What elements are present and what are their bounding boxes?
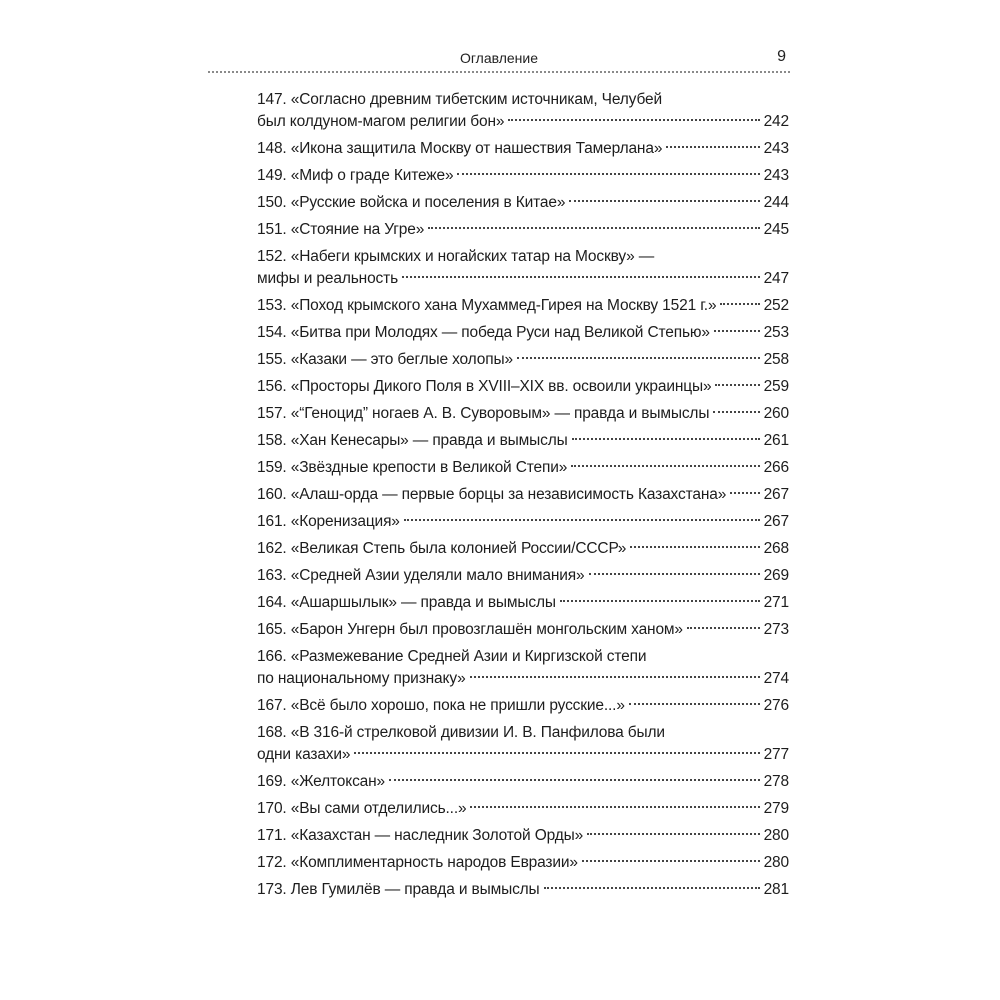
dot-leader [470, 676, 760, 678]
toc-entry [257, 565, 789, 587]
toc-entry-last-line [257, 349, 789, 371]
toc-entry-page: 242 [763, 113, 789, 130]
dot-leader [582, 860, 760, 862]
dot-leader [517, 357, 760, 359]
toc-entry-title-line: 157. «“Геноцид” ногаев А. В. Суворовым» — правда и вымыслы [257, 405, 710, 422]
toc-entry-last-line [257, 192, 789, 214]
toc-entry-title-line: 155. «Казаки — это беглые холопы» [257, 351, 513, 368]
dot-leader [457, 173, 759, 175]
toc-entry-last-line [257, 138, 789, 160]
toc-entry-page: 281 [763, 881, 789, 898]
toc-entry-page: 276 [763, 697, 789, 714]
toc-entry-title-line: 168. «В 316-й стрелковой дивизии И. В. Панфилова были [257, 724, 665, 741]
toc-entry-last-line [257, 771, 789, 793]
toc-entry-title-line: 149. «Миф о граде Китеже» [257, 167, 454, 184]
dot-leader [389, 779, 760, 781]
toc-entry [257, 592, 789, 614]
toc-entry-last-line [257, 825, 789, 847]
toc-entry-page: 266 [763, 459, 789, 476]
toc-entry-last-line [257, 165, 789, 187]
toc-entry-last-line [257, 538, 789, 560]
toc-entry [257, 879, 789, 901]
toc-entry-page: 261 [763, 432, 789, 449]
toc-entry-page: 243 [763, 167, 789, 184]
toc-entry-title-line: 167. «Всё было хорошо, пока не пришли русские...» [257, 697, 625, 714]
toc-entry [257, 219, 789, 241]
toc-entry-title-line: одни казахи» [257, 746, 351, 763]
dot-leader [569, 200, 759, 202]
toc-entry-page: 253 [763, 324, 789, 341]
toc-entry-last-line [257, 484, 789, 506]
dot-leader [630, 546, 759, 548]
toc-entry-title-line: 172. «Комплиментарность народов Евразии» [257, 854, 578, 871]
toc-entry-page: 277 [763, 746, 789, 763]
toc-entry-last-line [257, 403, 789, 425]
toc-entry [257, 322, 789, 344]
toc-entry [257, 295, 789, 317]
toc-entry-title-line: 150. «Русские войска и поселения в Китае» [257, 194, 566, 211]
toc-entry [257, 538, 789, 560]
dot-leader [713, 411, 759, 413]
toc-entry-last-line [257, 322, 789, 344]
toc-entry [257, 798, 789, 820]
header-dotted-rule [208, 71, 790, 73]
toc-entry-title-line: 170. «Вы сами отделились...» [257, 800, 467, 817]
toc-entry [257, 619, 789, 641]
toc-entry-title-line: 151. «Стояние на Угре» [257, 221, 425, 238]
toc-entry-last-line [257, 668, 789, 690]
toc-entry [257, 349, 789, 371]
toc-entry-title-line: 173. Лев Гумилёв — правда и вымыслы [257, 881, 540, 898]
toc-entry-last-line [257, 592, 789, 614]
toc-entry-page: 271 [763, 594, 789, 611]
toc-entry-title-line: 153. «Поход крымского хана Мухаммед-Гирея на Москву 1521 г.» [257, 297, 717, 314]
dot-leader [404, 519, 760, 521]
toc-entry-page: 260 [763, 405, 789, 422]
toc-entry-title-line: 160. «Алаш-орда — первые борцы за независимость Казахстана» [257, 486, 727, 503]
toc-entry [257, 771, 789, 793]
toc-entry-page: 267 [763, 486, 789, 503]
dot-leader [470, 806, 759, 808]
dot-leader [544, 887, 760, 889]
toc-entry-title-line: 166. «Размежевание Средней Азии и Киргизской степи [257, 648, 647, 665]
toc-entry-page: 278 [763, 773, 789, 790]
toc-entry-title-line: 147. «Согласно древним тибетским источникам, Челубей [257, 91, 662, 108]
toc-entry-title-line: по национальному признаку» [257, 670, 466, 687]
toc-entry-title-line: 148. «Икона защитила Москву от нашествия Тамерлана» [257, 140, 663, 157]
dot-leader [714, 330, 760, 332]
toc-entry [257, 138, 789, 160]
dot-leader [428, 227, 759, 229]
toc-entry-title-line: 156. «Просторы Дикого Поля в XVIII–XIX вв. освоили украинцы» [257, 378, 712, 395]
dot-leader [720, 303, 759, 305]
toc-entry-title-line: 162. «Великая Степь была колонией России/СССР» [257, 540, 627, 557]
toc-entry-title-line: был колдуном-магом религии бон» [257, 113, 505, 130]
dot-leader [402, 276, 760, 278]
toc-entry [257, 192, 789, 214]
toc-entry [257, 646, 789, 690]
toc-entry-page: 245 [763, 221, 789, 238]
dot-leader [666, 146, 759, 148]
toc-entry-last-line [257, 798, 789, 820]
toc-entry-title-line: 161. «Коренизация» [257, 513, 400, 530]
table-of-contents [257, 89, 789, 906]
toc-entry-title-line: 159. «Звёздные крепости в Великой Степи» [257, 459, 568, 476]
toc-entry-page: 259 [763, 378, 789, 395]
toc-entry-last-line [257, 268, 789, 290]
dot-leader [587, 833, 760, 835]
toc-entry-page: 280 [763, 854, 789, 871]
toc-entry-last-line [257, 619, 789, 641]
toc-entry-title-line: мифы и реальность [257, 270, 399, 287]
toc-entry-last-line [257, 111, 789, 133]
toc-entry-last-line [257, 295, 789, 317]
toc-entry [257, 430, 789, 452]
toc-entry-last-line [257, 695, 789, 717]
toc-entry [257, 246, 789, 290]
toc-entry-title-line: 158. «Хан Кенесары» — правда и вымыслы [257, 432, 568, 449]
toc-entry-page: 244 [763, 194, 789, 211]
toc-entry-title-line: 171. «Казахстан — наследник Золотой Орды» [257, 827, 584, 844]
toc-entry [257, 722, 789, 766]
dot-leader [560, 600, 760, 602]
dot-leader [715, 384, 759, 386]
page-number: 9 [777, 48, 786, 65]
toc-entry [257, 403, 789, 425]
dot-leader [730, 492, 759, 494]
toc-entry-last-line [257, 879, 789, 901]
toc-entry-page: 269 [763, 567, 789, 584]
dot-leader [589, 573, 760, 575]
toc-entry-page: 267 [763, 513, 789, 530]
toc-entry-last-line [257, 219, 789, 241]
toc-entry [257, 825, 789, 847]
toc-entry-page: 243 [763, 140, 789, 157]
toc-entry-last-line [257, 852, 789, 874]
toc-entry-last-line [257, 430, 789, 452]
dot-leader [687, 627, 760, 629]
toc-entry-title-line: 154. «Битва при Молодях — победа Руси над Великой Степью» [257, 324, 710, 341]
toc-entry-page: 279 [763, 800, 789, 817]
toc-entry-page: 280 [763, 827, 789, 844]
toc-entry-title-line: 164. «Ашаршылык» — правда и вымыслы [257, 594, 556, 611]
dot-leader [629, 703, 760, 705]
dot-leader [572, 438, 760, 440]
toc-entry-page: 247 [763, 270, 789, 287]
toc-entry [257, 165, 789, 187]
toc-entry-page: 273 [763, 621, 789, 638]
toc-entry-title-line: 152. «Набеги крымских и ногайских татар на Москву» — [257, 248, 655, 265]
toc-entry-last-line [257, 744, 789, 766]
toc-entry-title-line: 165. «Барон Унгерн был провозглашён монгольским ханом» [257, 621, 683, 638]
toc-entry [257, 695, 789, 717]
toc-entry [257, 457, 789, 479]
dot-leader [354, 752, 759, 754]
toc-entry-last-line [257, 511, 789, 533]
toc-entry-page: 274 [763, 670, 789, 687]
toc-entry-title-line: 169. «Желтоксан» [257, 773, 386, 790]
toc-entry-page: 252 [763, 297, 789, 314]
toc-entry [257, 852, 789, 874]
dot-leader [571, 465, 759, 467]
running-header-title: Оглавление [459, 50, 539, 66]
toc-entry [257, 511, 789, 533]
toc-entry-last-line [257, 565, 789, 587]
toc-entry-last-line [257, 376, 789, 398]
dot-leader [508, 119, 759, 121]
toc-entry [257, 376, 789, 398]
toc-entry [257, 89, 789, 133]
toc-entry-page: 258 [763, 351, 789, 368]
toc-entry [257, 484, 789, 506]
toc-entry-title-line: 163. «Средней Азии уделяли мало внимания» [257, 567, 585, 584]
toc-entry-last-line [257, 457, 789, 479]
toc-entry-page: 268 [763, 540, 789, 557]
